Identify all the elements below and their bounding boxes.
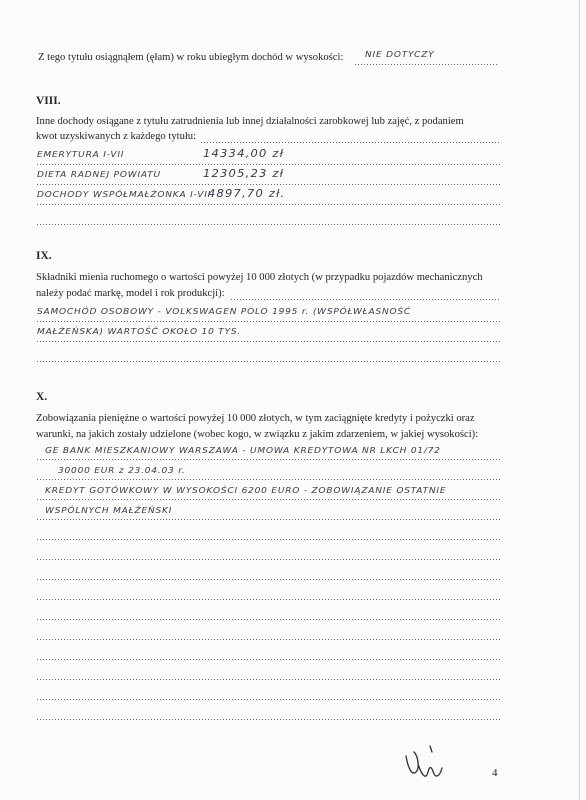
dotted-line	[354, 64, 498, 65]
section-8-text-line1: Inne dochody osiągane z tytułu zatrudnienia lub innej działalności zarobkowej lub zajęć, z podaniem	[36, 116, 464, 127]
section-9-text-line2: należy podać markę, model i rok produkcji):	[36, 288, 225, 299]
dotted-line	[36, 164, 500, 165]
section-10-text-line1: Zobowiązania pieniężne o wartości powyżej 10 000 złotych, w tym zaciągnięte kredyty i pożyczki oraz	[36, 413, 475, 424]
dotted-line	[36, 499, 500, 500]
dotted-line	[36, 579, 500, 580]
dotted-line	[36, 321, 500, 322]
handwritten-liability-line4: WSPÓLNYCH MAŁŻEŃSKI	[45, 506, 173, 516]
section-8-heading: VIII.	[36, 95, 61, 107]
dotted-line	[36, 699, 500, 700]
section-8-text-line2: kwot uzyskiwanych z każdego tytułu:	[36, 131, 197, 142]
dotted-line	[200, 142, 500, 143]
handwritten-income-amount: 4897,70 zł.	[208, 187, 286, 200]
dotted-line	[36, 204, 500, 205]
handwritten-liability-line2: 30000 EUR z 23.04.03 r.	[58, 466, 186, 476]
dotted-line	[36, 519, 500, 520]
signature-mark	[400, 742, 450, 786]
dotted-line	[36, 459, 500, 460]
section-10-text-line2: warunki, na jakich zostały udzielone (wobec kogo, w związku z jakim zdarzeniem, w jakiej wysokości):	[36, 429, 479, 440]
handwritten-income-label: DOCHODY WSPÓŁMAŁŻONKA I-VII	[37, 190, 212, 200]
dotted-line	[230, 299, 500, 300]
handwritten-income-answer: NIE DOTYCZY	[365, 50, 435, 60]
section-9-heading: IX.	[36, 250, 52, 262]
dotted-line	[36, 639, 500, 640]
dotted-line	[36, 361, 500, 362]
dotted-line	[36, 184, 500, 185]
dotted-line	[36, 659, 500, 660]
handwritten-income-amount: 14334,00 zł	[203, 147, 285, 160]
dotted-line	[36, 719, 500, 720]
dotted-line	[36, 619, 500, 620]
income-statement-text: Z tego tytułu osiągnąłem (ęłam) w roku ubiegłym dochód w wysokości:	[38, 52, 344, 63]
dotted-line	[36, 559, 500, 560]
handwritten-movable-property-line1: SAMOCHÓD OSOBOWY - VOLKSWAGEN POLO 1995 r. (WSPÓŁWŁASNOŚĆ	[37, 307, 412, 317]
dotted-line	[36, 224, 500, 225]
scan-edge	[579, 0, 580, 800]
handwritten-income-label: DIETA RADNEJ POWIATU	[37, 170, 161, 180]
dotted-line	[36, 539, 500, 540]
dotted-line	[36, 679, 500, 680]
section-10-heading: X.	[36, 391, 48, 403]
dotted-line	[36, 341, 500, 342]
dotted-line	[36, 599, 500, 600]
handwritten-income-label: EMERYTURA I-VII	[37, 150, 125, 160]
handwritten-income-amount: 12305,23 zł	[203, 167, 285, 180]
handwritten-liability-line1: GE BANK MIESZKANIOWY WARSZAWA - UMOWA KREDYTOWA NR LKCH 01/72	[45, 446, 441, 456]
section-9-text-line1: Składniki mienia ruchomego o wartości powyżej 10 000 złotych (w przypadku pojazdów mechanicznych	[36, 272, 483, 283]
dotted-line	[36, 479, 500, 480]
handwritten-movable-property-line2: MAŁŻEŃSKA) WARTOŚĆ OKOŁO 10 TYS.	[37, 327, 242, 337]
page-number: 4	[492, 767, 498, 779]
handwritten-liability-line3: KREDYT GOTÓWKOWY W WYSOKOŚCI 6200 EURO - ZOBOWIĄZANIE OSTATNIE	[45, 486, 447, 496]
